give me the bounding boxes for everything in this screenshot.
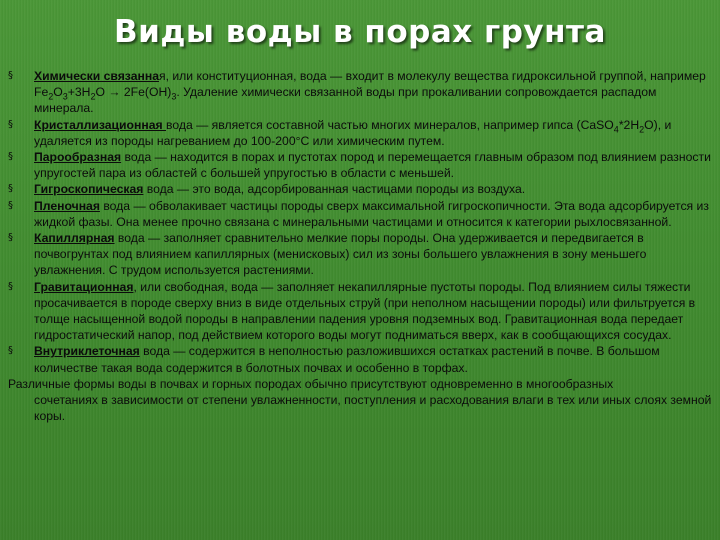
summary-continuation: сочетаниях в зависимости от степени увлажненности, поступления и расходования влаги в тех или иных слоях земной коры. xyxy=(34,393,712,424)
bullet-icon: § xyxy=(8,151,13,163)
term-label: Кристаллизационная xyxy=(34,117,166,132)
list-item xyxy=(8,117,716,149)
list-item xyxy=(8,149,716,181)
description-text: O), и удаляется из породы нагреванием до 100-200°С или химическим путем. xyxy=(34,117,672,148)
slide-title: Виды воды в порах грунта xyxy=(114,14,606,50)
description-text: O xyxy=(53,85,63,100)
bullet-icon: § xyxy=(8,232,13,244)
description-text: +3H xyxy=(67,85,91,100)
description-text: вода — обволакивает частицы породы сверх максимальной гигроскопичности. Эта вода адсорбируется из жидкой фазы. Она менее прочно связана с минеральными частицами и относится к категории рыхлосвязанной. xyxy=(34,198,709,229)
term-label: Гигроскопическая xyxy=(34,182,144,197)
subscript: 2 xyxy=(639,124,645,135)
list-item xyxy=(8,181,716,197)
subscript: 3 xyxy=(62,91,68,102)
list-item xyxy=(8,198,716,230)
description-text: O → 2Fe(OH) xyxy=(95,85,172,100)
slide-content xyxy=(8,68,716,424)
bullet-icon: § xyxy=(8,183,13,195)
term-label: Капиллярная xyxy=(34,231,115,246)
description-text: *2H xyxy=(618,117,640,132)
list-item xyxy=(8,279,716,344)
bullet-icon: § xyxy=(8,280,13,292)
list-item xyxy=(8,68,716,117)
subscript: 2 xyxy=(90,91,96,102)
description-text: вода — является составной частью многих минералов, например гипса (CaSO xyxy=(165,117,614,132)
term-label: Гравитационная xyxy=(34,279,134,294)
bullet-icon: § xyxy=(8,345,13,357)
subscript: 2 xyxy=(48,91,54,102)
list-item xyxy=(8,230,716,279)
bullet-icon: § xyxy=(8,118,13,130)
summary-first-line: Различные формы воды в почвах и горных породах обычно присутствуют одновременно в многообразных xyxy=(8,376,614,391)
description-text: вода — это вода, адсорбированная частицами породы из воздуха. xyxy=(143,182,526,197)
term-label: Химически связанна xyxy=(34,69,159,83)
term-label: Внутриклеточная xyxy=(34,344,140,359)
list-item xyxy=(8,343,716,375)
description-text: , или свободная, вода — заполняет некапиллярные пустоты породы. Под влиянием силы тяжести просачивается в породе сверху вниз в виде отдельных струй (при неполном насыщении породы) или фильтруется в толще насыщенной водой породы в направлении падения уровня подземных вод. Гравитационная вода передает гидростатический напор, под действием которого воды могут подниматься вверх, как в сообщающихся сосудах. xyxy=(34,279,696,343)
bullet-icon: § xyxy=(8,199,13,211)
subscript: 3 xyxy=(171,91,177,102)
summary-paragraph xyxy=(8,376,716,425)
subscript: 4 xyxy=(613,124,619,135)
description-text: вода — заполняет сравнительно мелкие поры породы. Она удерживается и передвигается в почвогрунтах под влиянием капиллярных (менисковых) сил из зоны большего увлажнения в зону меньшего увлажнения. С трудом используется растениями. xyxy=(34,231,647,278)
description-text: . Удаление химически связанной воды при прокаливании сопровождается распадом минерала. xyxy=(34,85,657,116)
description-text: я, или конституционная, вода — входит в молекулу вещества гидроксильной группой, например Fe xyxy=(34,69,706,100)
description-text: вода — содержится в неполностью разложившихся остатках растений в почве. В большом количестве такая вода содержится в болотных почвах и особенно в торфах. xyxy=(34,344,660,375)
term-label: Пленочная xyxy=(34,198,100,213)
term-label: Парообразная xyxy=(34,150,122,165)
bullet-icon: § xyxy=(8,70,13,81)
description-text: вода — находится в порах и пустотах пород и перемещается главным образом под влиянием разности упругостей пара из областей с большей упругостью в области с меньшей. xyxy=(34,150,711,181)
